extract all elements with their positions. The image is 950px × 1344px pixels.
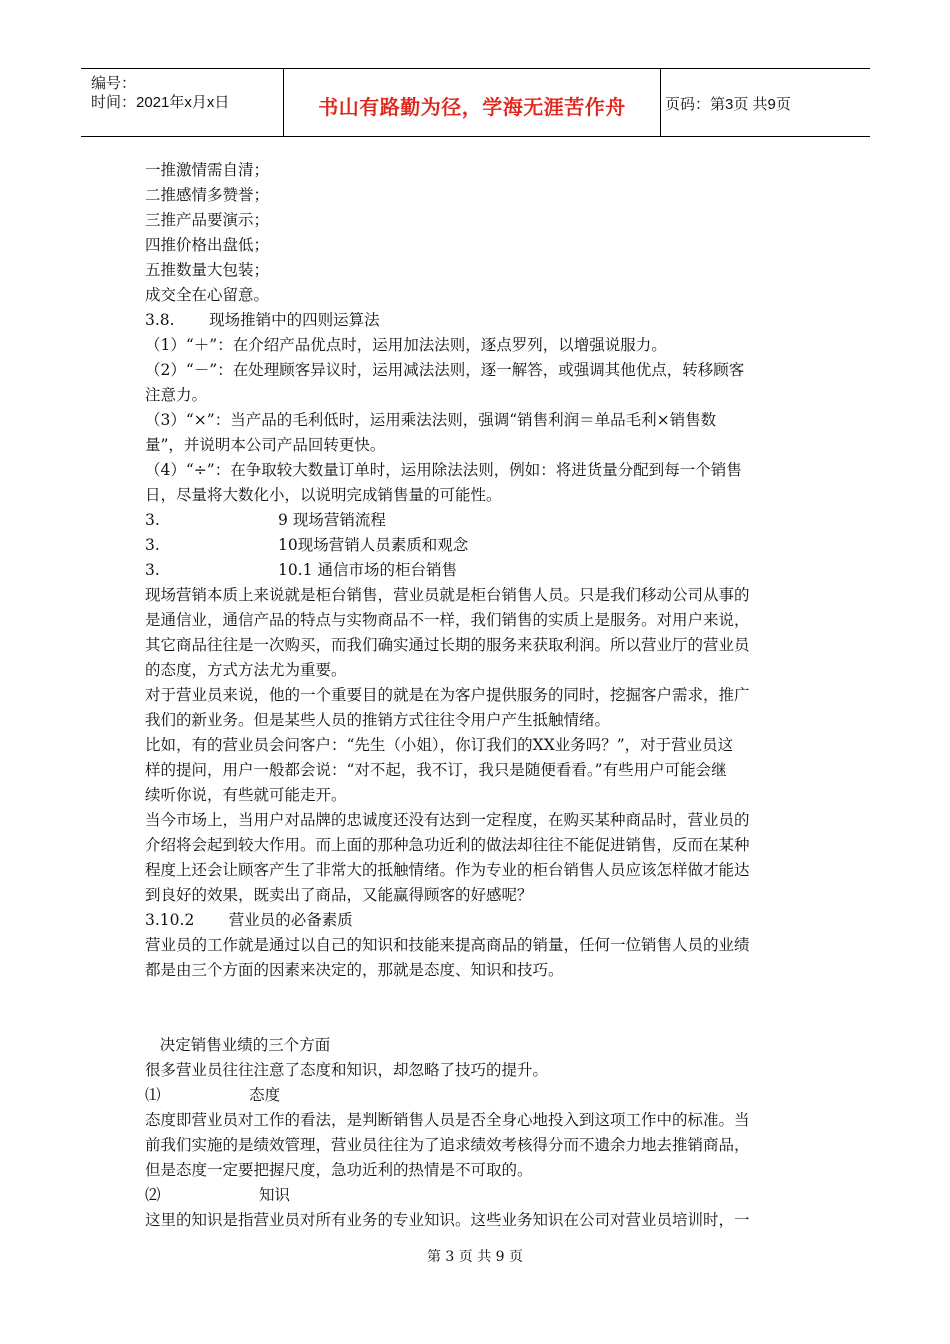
header-page-label: 页码：第3页 共9页 [665,96,791,113]
section-heading: 3. 10现场营销人员素质和观念 [145,536,469,554]
body-line: 成交全在心留意。 [145,286,270,304]
body-line: 续听你说，有些就可能走开。 [145,786,347,804]
body-line: 对于营业员来说，他的一个重要目的就是在为客户提供服务的同时，挖掘客户需求，推广 [145,686,750,704]
body-line: 程度上还会让顾客产生了非常大的抵触情绪。作为专业的柜台销售人员应该怎样做才能达 [145,861,750,879]
body-line: 介绍将会起到较大作用。而上面的那种急功近利的做法却往往不能促进销售，反而在某种 [145,836,750,854]
document-body [145,158,810,1233]
body-line: （3）“×”：当产品的毛利低时，运用乘法法则，强调“销售利润＝单品毛利×销售数 [145,411,717,429]
body-line: 二推感情多赞誉； [145,186,270,204]
body-line: 日，尽量将大数化小，以说明完成销售量的可能性。 [145,486,502,504]
body-line: 五推数量大包装； [145,261,270,279]
body-line: 四推价格出盘低； [145,236,270,254]
body-line: 样的提问，用户一般都会说：“对不起，我不订，我只是随便看看。”有些用户可能会继 [145,761,727,779]
section-heading: 3.10.2 营业员的必备素质 [145,911,353,929]
section-heading: 3. 10.1 通信市场的柜台销售 [145,561,457,579]
body-line: 但是态度一定要把握尺度，急功近利的热情是不可取的。 [145,1161,533,1179]
document-code-label: 编号： [91,75,137,92]
body-line: （2）“－”：在处理顾客异议时，运用减法法则，逐一解答，或强调其他优点，转移顾客 [145,361,745,379]
header-motto: 书山有路勤为径，学海无涯苦作舟 [318,97,626,119]
body-line: 前我们实施的是绩效管理，营业员往往为了追求绩效考核得分而不遗余力地去推销商品， [145,1136,750,1154]
body-line: （4）“÷”：在争取较大数量订单时，运用除法法则，例如：将进货量分配到每一个销售 [145,461,742,479]
body-line: 的态度，方式方法尤为重要。 [145,661,347,679]
body-line: 是通信业，通信产品的特点与实物商品不一样，我们销售的实质上是服务。对用户来说， [145,611,750,629]
section-heading: 3.8. 现场推销中的四则运算法 [145,311,380,329]
body-line: 当今市场上，当用户对品牌的忠诚度还没有达到一定程度，在购买某种商品时，营业员的 [145,811,750,829]
body-line: （1）“＋”：在介绍产品优点时，运用加法法则，逐点罗列，以增强说服力。 [145,336,667,354]
subheading: 决定销售业绩的三个方面 [145,1036,331,1054]
body-line: 现场营销本质上来说就是柜台销售，营业员就是柜台销售人员。只是我们移动公司从事的 [145,586,750,604]
body-line: 营业员的工作就是通过以自己的知识和技能来提高商品的销量，任何一位销售人员的业绩 [145,936,750,954]
body-line: 这里的知识是指营业员对所有业务的专业知识。这些业务知识在公司对营业员培训时，一 [145,1211,750,1229]
header-left-cell [81,69,284,136]
body-line: 态度即营业员对工作的看法，是判断销售人员是否全身心地投入到这项工作中的标准。当 [145,1111,750,1129]
body-line: 我们的新业务。但是某些人员的推销方式往往令用户产生抵触情绪。 [145,711,611,729]
body-line: 一推激情需自清； [145,161,270,179]
header-page-cell [661,69,870,136]
body-line: 都是由三个方面的因素来决定的，那就是态度、知识和技巧。 [145,961,564,979]
page-footer: 第 3 页 共 9 页 [426,1249,524,1265]
body-line: 量”，并说明本公司产品回转更快。 [145,436,386,454]
header-motto-cell [284,69,661,136]
body-line: 很多营业员往往注意了态度和知识，却忽略了技巧的提升。 [145,1061,549,1079]
paragraph-gap [145,983,810,1033]
body-line: 其它商品往往是一次购买，而我们确实通过长期的服务来获取利润。所以营业厅的营业员 [145,636,750,654]
document-date-label: 时间：2021年x月x日 [91,94,230,111]
body-line: 注意力。 [145,386,208,404]
section-heading: 3. 9 现场营销流程 [145,511,386,529]
header-table [81,68,870,137]
body-line: 比如，有的营业员会问客户：“先生（小姐），你订我们的XX业务吗？”，对于营业员这 [145,736,734,754]
list-heading: ⑴ 态度 [145,1086,281,1104]
body-line: 到良好的效果，既卖出了商品，又能赢得顾客的好感呢？ [145,886,533,904]
body-line: 三推产品要演示； [145,211,270,229]
list-heading: ⑵ 知识 [145,1186,291,1204]
